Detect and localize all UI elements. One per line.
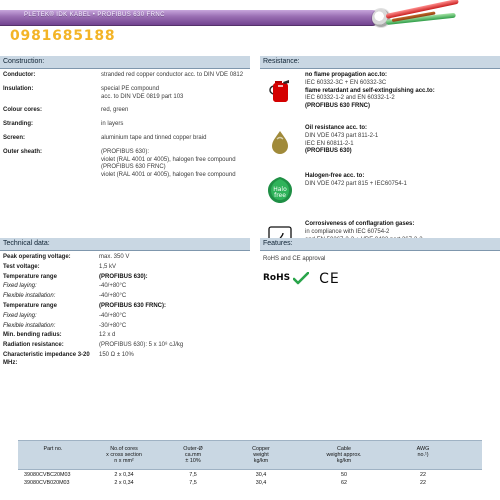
features-title: Features: [260,238,500,251]
table-cell: 50 [341,471,347,478]
resistance-line: DIN VDE 0472 part 815 + IEC60754-1 [305,180,407,187]
tech-value: 12 x d [99,332,116,339]
resistance-line: IEC 60332-3C + EN 60332-3C [305,79,387,86]
technical-title: Technical data: [0,238,250,251]
table-cell: 7,5 [189,471,197,478]
tech-value: -40/+80°C [99,293,127,300]
halogen-free-icon [263,173,297,207]
construction-key: Colour cores: [3,107,43,114]
part-table [18,440,482,487]
table-header-cell: Part no. [43,446,63,452]
construction-body [0,69,250,180]
tech-key: Flexible installation: [3,293,56,300]
construction-row [3,121,247,129]
technical-body [0,251,250,368]
table-cell: 30,4 [255,471,267,478]
resistance-text [305,72,497,111]
tech-value: -40/+80°C [99,283,127,290]
features-text: RoHS and CE approval [263,256,326,262]
construction-value: in layers [101,121,124,128]
table-header-cell: Copper weight kg/km [252,446,270,465]
construction-title: Construction: [0,56,250,69]
construction-row [3,135,247,143]
resistance-panel [260,56,500,246]
tech-key: Temperature range [3,302,57,309]
tech-key: Temperature range [3,273,57,280]
construction-value: special PE compound acc. to DIN VDE 0819 part 103 [101,85,184,100]
table-cell: 2 x 0,34 [114,471,134,478]
resistance-item [263,72,497,111]
table-header-cell: Cable weight approx. kg/km [326,446,362,465]
construction-key: Conductor: [3,72,36,78]
tech-value: -30/+80°C [99,322,127,329]
checkmark-icon [293,272,309,286]
resistance-item [263,173,497,207]
construction-row [3,107,247,115]
resistance-item-title: Corrosiveness of conflagration gases: [305,220,415,227]
construction-key: Outer sheath: [3,148,43,155]
construction-key: Screen: [3,134,26,141]
table-header-cell: No.of cores x cross section n x mm² [106,446,142,465]
table-cell: 39080CVB020M03 [24,480,70,487]
fire-extinguisher-icon [263,72,297,106]
technical-panel [0,238,250,383]
construction-value: red, green [101,107,129,114]
ce-mark: CE [319,270,340,287]
tech-key: Min. bending radius: [3,332,62,339]
table-cell: 62 [341,480,347,487]
construction-row [3,149,247,180]
svg-text:Halo: Halo [273,185,287,193]
rohs-label: RoHS [263,273,291,284]
construction-key: Insulation: [3,85,34,92]
tech-value: (PROFIBUS 630 FRNC): [99,302,167,309]
construction-panel [0,56,250,246]
construction-value: (PROFIBUS 630): violet (RAL 4001 or 4005), halogen free compound (PROFIBUS 630 FRNC) violet (RAL 4001 or 4005), halogen free compound [101,148,236,179]
resistance-line: DIN VDE 0473 part 811-2-1 [305,132,379,139]
oil-drop-icon [263,125,297,159]
resistance-body [260,69,500,255]
resistance-line: IEC 60332-1-2 and EN 60332-1-2 [305,95,395,102]
resistance-text [305,173,497,189]
resistance-line: flame retardant and self-extinguishing acc.to: [305,87,435,94]
features-panel [260,238,500,298]
tech-key: Fixed laying: [3,283,37,290]
tech-key: Fixed laying: [3,312,37,319]
tech-value: (PROFIBUS 630): [99,273,148,280]
cable-header [0,0,500,44]
table-cell: 2 x 0,34 [114,480,134,487]
table-cell: 7,5 [189,480,197,487]
table-cell: 22 [420,471,426,478]
resistance-line: (PROFIBUS 630 FRNC) [305,103,371,110]
watermark: 0981685188 [10,28,116,44]
tech-key: Characteristic impedance 3-20 MHz: [3,351,90,366]
tech-value: 150 Ω ± 10% [99,351,134,358]
svg-text:free: free [274,191,286,199]
resistance-line: in compliance with IEC 60754-2 [305,228,390,235]
tech-value: max. 350 V [99,254,130,260]
cable-print-text: PLETEK® IDK KABEL • PROFIBUS 630 FRNC [24,12,165,18]
resistance-item-title: Oil resistance acc. to: [305,124,368,131]
construction-value: aluminium tape and tinned copper braid [101,134,207,141]
tech-value: 1,5 kV [99,263,117,270]
resistance-item-title: Halogen-free acc. to: [305,172,365,179]
table-header [18,440,482,470]
construction-row [3,72,247,80]
resistance-title: Resistance: [260,56,500,69]
tech-key: Peak operating voltage: [3,254,71,260]
table-header-cell: Outer-Ø ca.mm ± 10% [183,446,203,465]
technical-grid [3,254,247,368]
rohs-logo [263,272,309,286]
resistance-item [263,125,497,159]
features-body [260,251,500,288]
construction-row [3,86,247,102]
tech-value: (PROFIBUS 630): 5 x 10⁸ cJ/kg [99,342,184,349]
tech-key: Radiation resistance: [3,342,64,349]
resistance-text [305,125,497,156]
table-header-cell: AWG no.¹) [416,446,430,459]
construction-key: Stranding: [3,121,33,128]
features-logos [263,270,497,288]
table-cell: 22 [420,480,426,487]
table-row [18,470,482,479]
resistance-line: (PROFIBUS 630) [305,148,352,155]
tech-key: Flexible installation: [3,322,56,329]
resistance-line: IEC EN 60811-2-1 [305,140,354,147]
tech-key: Test voltage: [3,263,40,270]
table-cell: 39080CVBC20M03 [24,471,71,478]
table-row [18,478,482,487]
table-cell: 30,4 [255,480,267,487]
resistance-item-title: no flame propagation acc.to: [305,72,388,78]
tech-value: -40/+80°C [99,312,127,319]
construction-value: stranded red copper conductor acc. to DIN VDE 0812 [101,72,244,78]
